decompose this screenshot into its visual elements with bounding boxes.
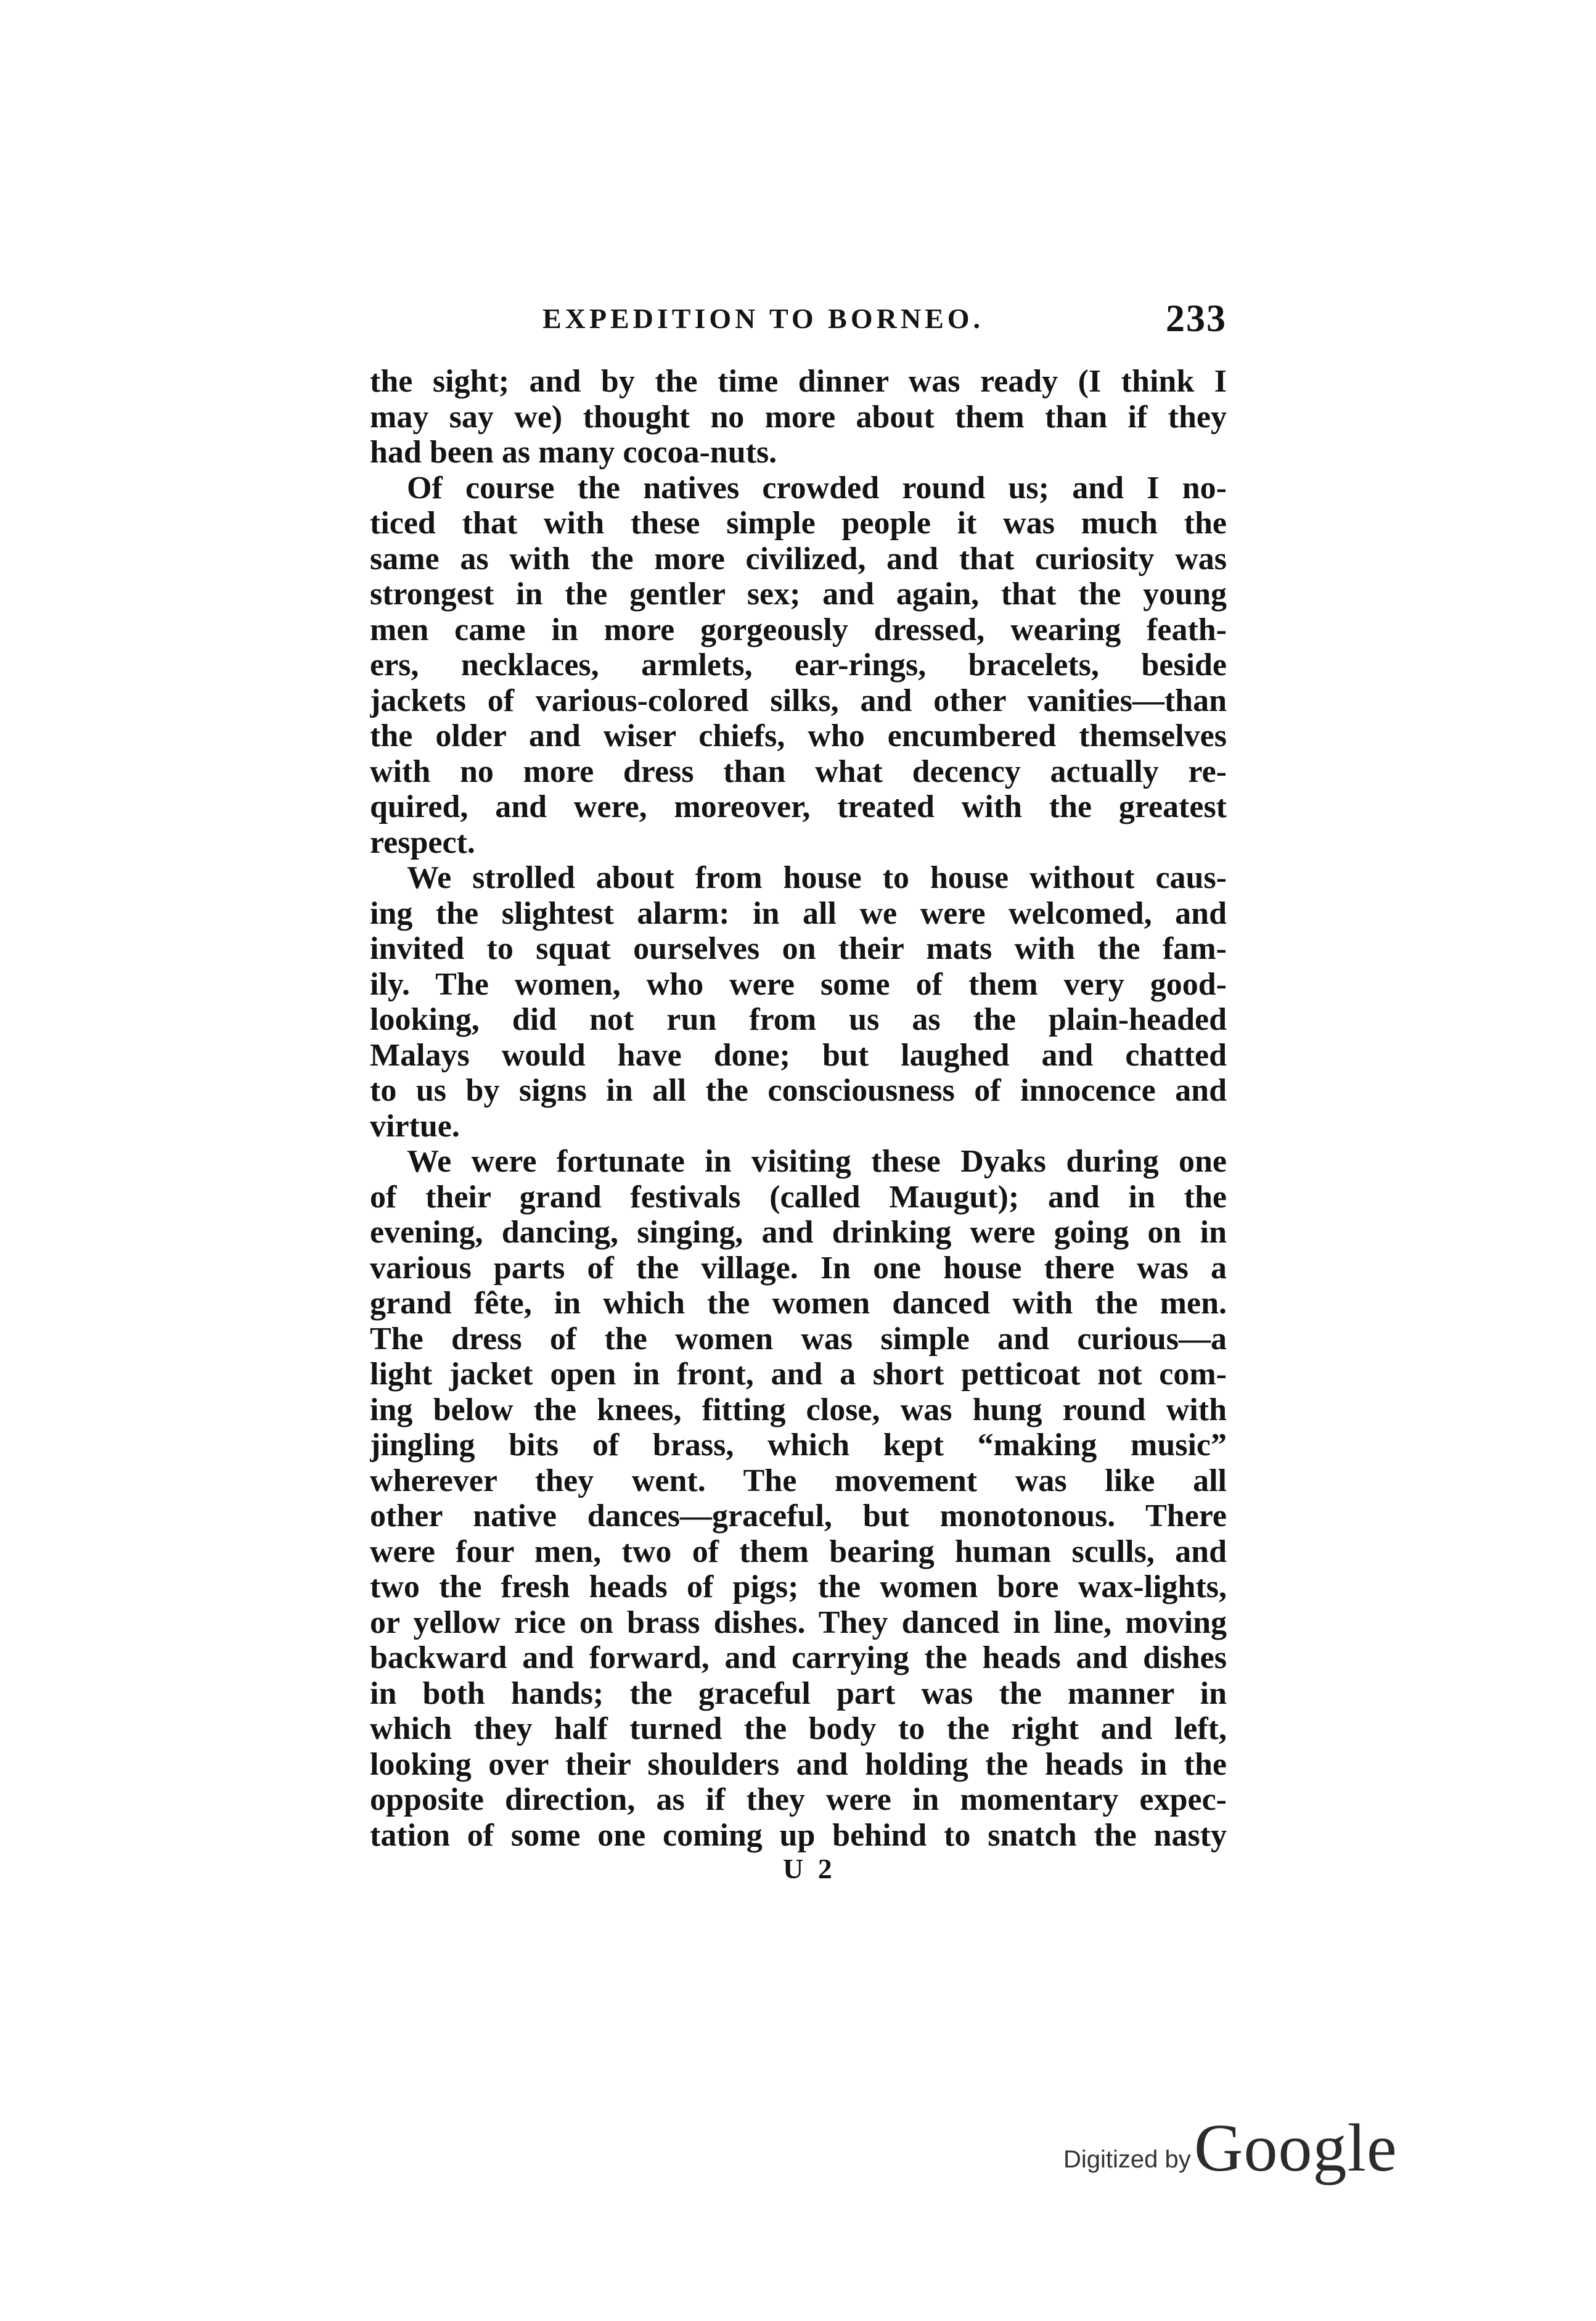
text-line: looking, did not run from us as the plain-headed: [370, 1002, 1227, 1037]
text-line: ticed that with these simple people it was much the: [370, 506, 1227, 541]
running-title: EXPEDITION TO BORNEO.: [542, 303, 984, 334]
text-line: various parts of the village. In one house there was a: [370, 1250, 1227, 1286]
text-line: We strolled about from house to house without caus-: [407, 860, 1227, 895]
text-line: evening, dancing, singing, and drinking were going on in: [370, 1215, 1227, 1250]
text-line: looking over their shoulders and holding the heads in the: [370, 1746, 1227, 1782]
body-text: [370, 364, 1227, 1853]
google-logo: Google: [1194, 2110, 1398, 2185]
text-line: to us by signs in all the consciousness of innocence and: [370, 1073, 1227, 1108]
signature-mark: U 2: [783, 1853, 836, 1884]
text-line: quired, and were, moreover, treated with the greatest: [370, 789, 1227, 824]
text-line: backward and forward, and carrying the heads and dishes: [370, 1640, 1227, 1675]
text-line: which they half turned the body to the right and left,: [370, 1711, 1227, 1746]
text-line: with no more dress than what decency actually re-: [370, 754, 1227, 789]
text-line: had been as many cocoa-nuts.: [370, 435, 777, 470]
text-line: Of course the natives crowded round us; and I no-: [407, 470, 1227, 506]
text-line: of their grand festivals (called Maugut); and in the: [370, 1179, 1227, 1215]
text-line: men came in more gorgeously dressed, wearing feath-: [370, 612, 1227, 647]
text-line: strongest in the gentler sex; and again, that the young: [370, 577, 1227, 612]
text-line: We were fortunate in visiting these Dyaks during one: [407, 1144, 1227, 1179]
text-line: The dress of the women was simple and curious—a: [370, 1321, 1227, 1357]
text-line: the older and wiser chiefs, who encumbered themselves: [370, 718, 1227, 754]
text-line: virtue.: [370, 1108, 460, 1144]
text-line: jackets of various-colored silks, and other vanities—than: [370, 683, 1227, 718]
text-line: tation of some one coming up behind to snatch the nasty: [370, 1817, 1227, 1853]
page-number: 233: [1166, 298, 1227, 340]
text-line: opposite direction, as if they were in momentary expec-: [370, 1782, 1227, 1817]
text-line: in both hands; the graceful part was the manner in: [370, 1675, 1227, 1711]
text-line: light jacket open in front, and a short petticoat not com-: [370, 1357, 1227, 1392]
text-line: respect.: [370, 824, 475, 860]
text-line: may say we) thought no more about them than if they: [370, 399, 1227, 435]
text-line: the sight; and by the time dinner was ready (I think I: [370, 364, 1227, 399]
text-line: ers, necklaces, armlets, ear-rings, bracelets, beside: [370, 647, 1227, 683]
text-line: invited to squat ourselves on their mats with the fam-: [370, 931, 1227, 966]
text-line: grand fête, in which the women danced with the men.: [370, 1286, 1227, 1321]
text-line: same as with the more civilized, and that curiosity was: [370, 541, 1227, 577]
running-head: [370, 297, 1227, 340]
text-line: two the fresh heads of pigs; the women bore wax-lights,: [370, 1569, 1227, 1604]
text-line: ily. The women, who were some of them very good-: [370, 966, 1227, 1002]
text-line: ing below the knees, fitting close, was hung round with: [370, 1392, 1227, 1428]
text-line: or yellow rice on brass dishes. They danced in line, moving: [370, 1604, 1227, 1640]
text-line: other native dances—graceful, but monotonous. There: [370, 1498, 1227, 1534]
text-line: ing the slightest alarm: in all we were welcomed, and: [370, 895, 1227, 931]
digitized-by-label: Digitized by: [1063, 2146, 1191, 2173]
text-line: jingling bits of brass, which kept “making music”: [370, 1428, 1227, 1463]
text-line: were four men, two of them bearing human sculls, and: [370, 1534, 1227, 1569]
text-line: wherever they went. The movement was like all: [370, 1463, 1227, 1498]
text-line: Malays would have done; but laughed and chatted: [370, 1037, 1227, 1073]
